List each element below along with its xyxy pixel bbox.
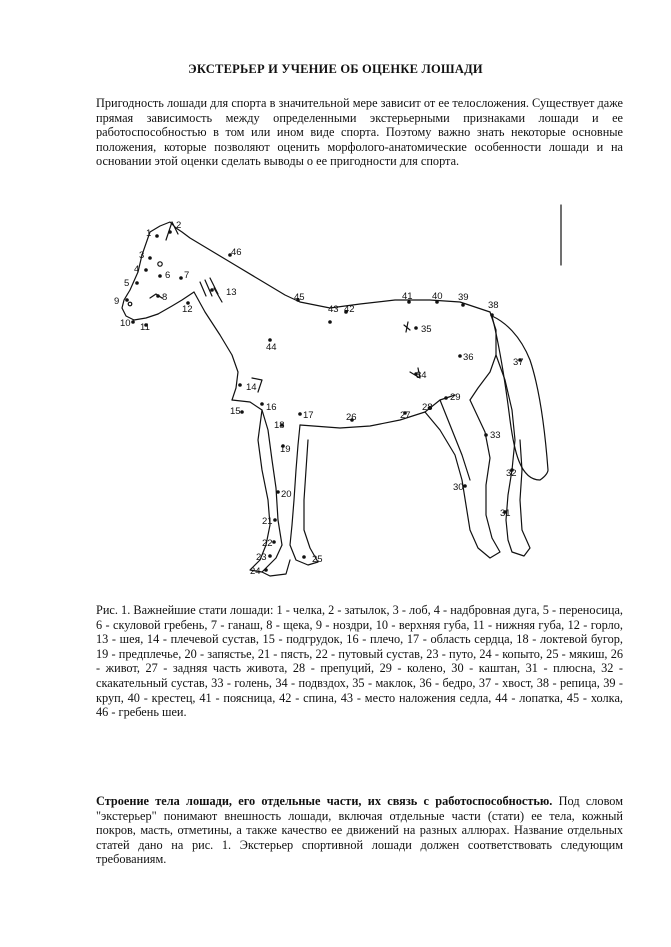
label-1: 1 [146,228,152,239]
label-11: 11 [140,322,150,333]
label-33: 33 [490,430,501,441]
horse-figure [100,195,580,590]
anatomy-labels [114,220,524,577]
label-14: 14 [246,382,257,393]
section-heading: Строение тела лошади, его отдельные части, их связь с работоспособностью. [96,794,553,808]
label-3: 3 [139,250,145,261]
label-27: 27 [400,410,411,421]
label-46: 46 [231,247,242,258]
label-41: 41 [402,291,413,302]
label-20: 20 [281,489,292,500]
label-25: 25 [312,554,323,565]
section-text: Под словом "экстерьер" понимают внешность лошади, включая отдельные части (стати) ее тела, кожный покров, масть, отметины, а также качество ее движений на разных аллюрах. Название отдельных статей дано на рис. 1. Экстерьер спортивной лошади должен соответствовать следующим требованиям. [96,794,623,867]
label-40: 40 [432,291,443,302]
label-32: 32 [506,468,517,479]
label-26: 26 [346,412,357,423]
label-18: 18 [274,420,285,431]
label-35: 35 [421,324,432,335]
label-42: 42 [344,304,355,315]
label-4: 4 [134,264,140,275]
horse-diagram [100,195,580,590]
label-5: 5 [124,278,130,289]
label-38: 38 [488,300,499,311]
label-12: 12 [182,304,193,315]
label-43: 43 [328,304,339,315]
structure-paragraph [96,794,623,867]
label-39: 39 [458,292,469,303]
label-28: 28 [422,402,433,413]
page-title: ЭКСТЕРЬЕР И УЧЕНИЕ ОБ ОЦЕНКЕ ЛОШАДИ [188,62,483,76]
label-44: 44 [266,342,277,353]
label-7: 7 [184,270,190,281]
label-30: 30 [453,482,464,493]
label-13: 13 [226,287,237,298]
label-2: 2 [176,220,182,231]
label-16: 16 [266,402,277,413]
label-23: 23 [256,552,267,563]
label-6: 6 [165,270,171,281]
label-45: 45 [294,292,305,303]
label-10: 10 [120,318,131,329]
label-31: 31 [500,508,511,519]
intro-paragraph: Пригодность лошади для спорта в значительной мере зависит от ее телосложения. Существует даже прямая зависимость между определенными экстерьерными признаками лошади и ее работоспособностью в том или ином виде спорта. Поэтому важно знать некоторые основные положения, которые позволяют оценить морфолого-анатомические особенности лошади и на основании этой оценки сделать выводы о ее пригодности для спорта. [96,96,623,169]
label-36: 36 [463,352,474,363]
label-19: 19 [280,444,291,455]
label-21: 21 [262,516,273,527]
anatomy-points [125,230,522,572]
label-9: 9 [114,296,120,307]
label-8: 8 [162,292,168,303]
label-37: 37 [513,357,524,368]
figure-caption: Рис. 1. Важнейшие стати лошади: 1 - челка, 2 - затылок, 3 - лоб, 4 - надбровная дуга, 5 - переносица, 6 - скуловой гребень, 7 - ганаш, 8 - щека, 9 - ноздри, 10 - верхняя губа, 11 - нижняя губа, 12 - горло, 13 - шея, 14 - плечевой сустав, 15 - подгрудок, 16 - плечо, 17 - область сердца, 18 - локтевой бугор, 19 - предплечье, 20 - запястье, 21 - пясть, 22 - путовый сустав, 23 - путо, 24 - копыто, 25 - мякиш, 26 - живот, 27 - задняя часть живота, 28 - препуций, 29 - колено, 30 - каштан, 31 - плюсна, 32 - скакательный сустав, 33 - голень, 34 - подвздох, 35 - маклок, 36 - бедро, 37 - хвост, 38 - репица, 39 - круп, 40 - крестец, 41 - поясница, 42 - спина, 43 - место наложения седла, 44 - лопатка, 45 - холка, 46 - гребень шеи. [96,603,623,720]
label-22: 22 [262,538,273,549]
label-24: 24 [250,566,261,577]
label-29: 29 [450,392,461,403]
label-17: 17 [303,410,314,421]
label-34: 34 [416,370,427,381]
label-15: 15 [230,406,241,417]
horse-outline [122,205,561,576]
